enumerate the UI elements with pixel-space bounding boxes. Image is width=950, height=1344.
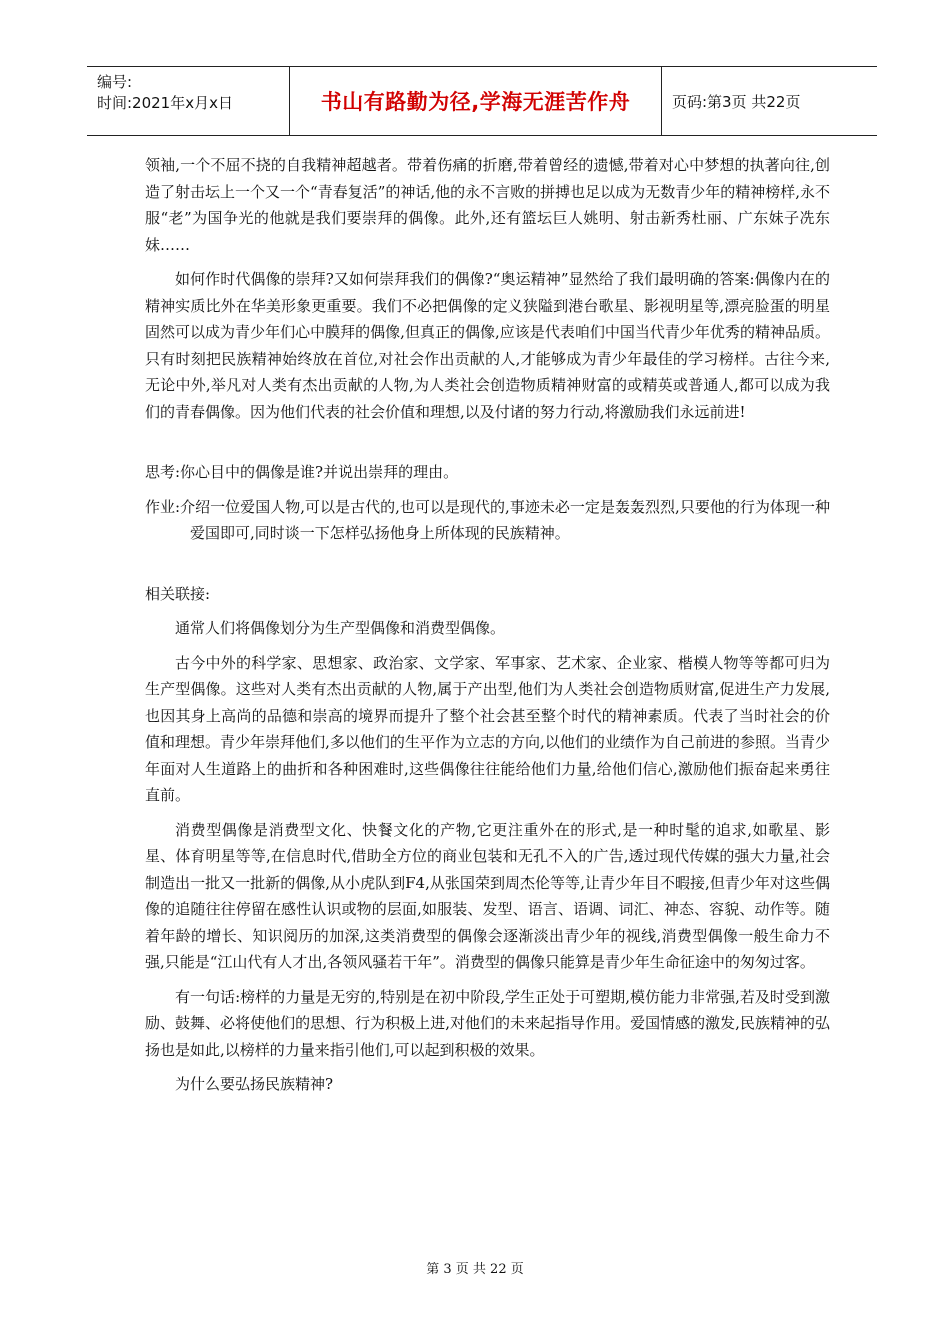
header-page-label: 页码:第3页 共22页 xyxy=(672,92,801,111)
document-number-label: 编号: xyxy=(97,73,133,91)
related-links-title: 相关联接: xyxy=(145,584,211,603)
header-page-cell xyxy=(662,67,877,135)
header-motto-cell xyxy=(289,67,662,135)
footer-page-number: 第 3 页 共 22 页 xyxy=(426,1262,524,1277)
paragraph-idol-worship: 如何作时代偶像的崇拜?又如何崇拜我们的偶像?“奥运精神”显然给了我们最明确的答案:偶像内在的精神实质比外在华美形象更重要。我们不必把偶像的定义狭隘到港台歌星、影视明星等,漂亮脸蛋的明星固然可以成为青少年们心中膜拜的偶像,但真正的偶像,应该是代表咱们中国当代青少年优秀的精神品质。只有时刻把民族精神始终放在首位,对社会作出贡献的人,才能够成为青少年最佳的学习榜样。古往今来,无论中外,举凡对人类有杰出贡献的人物,为人类社会创造物质精神财富的或精英或普通人,都可以成为我们的青春偶像。因为他们代表的社会价值和理想,以及付诸的努力行动,将激励我们永远前进! xyxy=(145,270,830,421)
paragraph-why-national-spirit: 为什么要弘扬民族精神? xyxy=(175,1075,334,1093)
page-footer xyxy=(0,1258,950,1277)
paragraph-role-model: 有一句话:榜样的力量是无穷的,特别是在初中阶段,学生正处于可塑期,模仿能力非常强,若及时受到激励、鼓舞、必将使他们的思想、行为积极上进,对他们的未来起指导作用。爱国情感的激发,民族精神的弘扬也是如此,以榜样的力量来指引他们,可以起到积极的效果。 xyxy=(145,987,830,1059)
think-question: 思考:你心目中的偶像是谁?并说出崇拜的理由。 xyxy=(145,463,459,481)
homework-text: 作业:介绍一位爱国人物,可以是古代的,也可以是现代的,事迹未必一定是轰轰烈烈,只要他的行为体现一种爱国即可,同时谈一下怎样弘扬他身上所体现的民族精神。 xyxy=(145,497,830,542)
document-body xyxy=(145,152,830,1098)
paragraph-leader: 领袖,一个不屈不挠的自我精神超越者。带着伤痛的折磨,带着曾经的遗憾,带着对心中梦想的执著向往,创造了射击坛上一个又一个“青春复活”的神话,他的永不言败的拼搏也足以成为无数青少年的精神榜样,永不服“老”为国争光的他就是我们要崇拜的偶像。此外,还有篮坛巨人姚明、射击新秀杜丽、广东妹子冼东妹…… xyxy=(145,156,830,254)
header-meta xyxy=(87,67,289,135)
header-motto: 书山有路勤为径,学海无涯苦作舟 xyxy=(320,90,631,114)
paragraph-productive-idols: 古今中外的科学家、思想家、政治家、文学家、军事家、艺术家、企业家、楷模人物等等都可归为生产型偶像。这些对人类有杰出贡献的人物,属于产出型,他们为人类社会创造物质财富,促进生产力发展,也因其身上高尚的品德和崇高的境界而提升了整个社会甚至整个时代的精神素质。代表了当时社会的价值和理想。青少年崇拜他们,多以他们的生平作为立志的方向,以他们的业绩作为自己前进的参照。当青少年面对人生道路上的曲折和各种困难时,这些偶像往往能给他们力量,给他们信心,激励他们振奋起来勇往直前。 xyxy=(145,653,830,804)
paragraph-idol-types: 通常人们将偶像划分为生产型偶像和消费型偶像。 xyxy=(175,619,506,637)
page-header xyxy=(87,66,877,136)
paragraph-consumer-idols: 消费型偶像是消费型文化、快餐文化的产物,它更注重外在的形式,是一种时髦的追求,如歌星、影星、体育明星等等,在信息时代,借助全方位的商业包装和无孔不入的广告,透过现代传媒的强大力量,社会制造出一批又一批新的偶像,从小虎队到F4,从张国荣到周杰伦等等,让青少年目不暇接,但青少年对这些偶像的追随往往停留在感性认识或物的层面,如服装、发型、语言、语调、词汇、神态、容貌、动作等。随着年龄的增长、知识阅历的加深,这类消费型的偶像会逐渐淡出青少年的视线,消费型偶像一般生命力不强,只能是“江山代有人才出,各领风骚若干年”。消费型的偶像只能算是青少年生命征途中的匆匆过客。 xyxy=(145,820,830,971)
document-time-label: 时间:2021年x月x日 xyxy=(97,94,233,112)
